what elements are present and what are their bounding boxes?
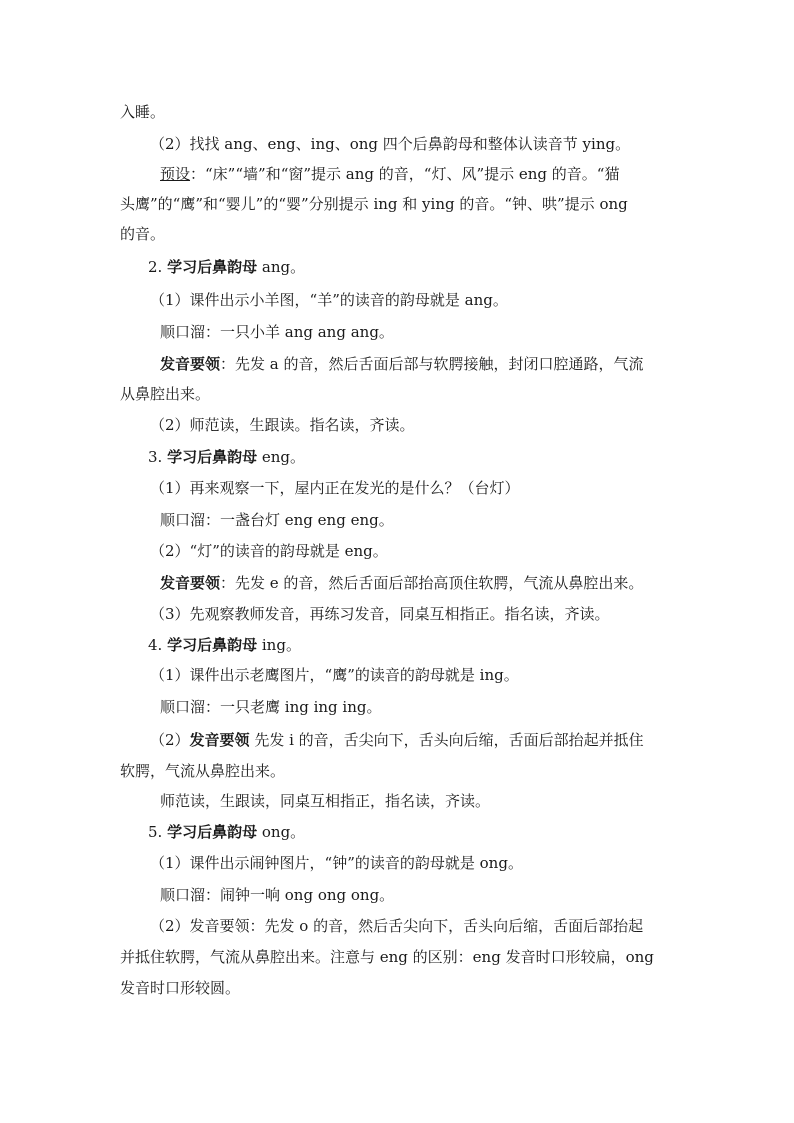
paragraph-line: 顺口溜：一盏台灯 eng eng eng。 xyxy=(160,511,394,529)
paragraph-line: （3）先观察教师发音，再练习发音，同桌互相指正。指名读，齐读。 xyxy=(150,605,610,623)
paragraph-line: （1）课件出示小羊图，“羊”的读音的韵母就是 ang。 xyxy=(150,291,508,309)
text-span: ong。 xyxy=(257,823,306,841)
preset-label: 预设 xyxy=(160,165,191,183)
paragraph-line xyxy=(150,730,644,750)
paragraph-line: （1）再来观察一下，屋内正在发光的是什么？（台灯） xyxy=(150,479,520,497)
text-span: ：“床”“墙”和“窗”提示 ang 的音，“灯、风”提示 eng 的音。“猫 xyxy=(190,165,620,183)
paragraph-line xyxy=(160,164,619,184)
paragraph-line: （2）“灯”的读音的韵母就是 eng。 xyxy=(150,542,388,560)
section-number: 5. xyxy=(148,823,163,841)
paragraph-line: （2）发音要领：先发 o 的音，然后舌尖向下，舌头向后缩，舌面后部抬起 xyxy=(150,917,644,935)
section-title: 学习后鼻韵母 xyxy=(167,636,258,654)
text-span: ang。 xyxy=(257,258,306,276)
section-title: 学习后鼻韵母 xyxy=(167,448,258,466)
text-span: ：先发 a 的音，然后舌面后部与软腭接触，封闭口腔通路，气流 xyxy=(220,355,644,373)
paragraph-line xyxy=(160,573,643,593)
section-number: 4. xyxy=(148,636,163,654)
key-label: 发音要领 xyxy=(189,731,250,749)
paragraph-line: 从鼻腔出来。 xyxy=(120,385,211,403)
section-heading xyxy=(148,822,305,842)
paragraph-line: 师范读，生跟读，同桌互相指正，指名读，齐读。 xyxy=(160,792,491,810)
paragraph-line: （2）师范读，生跟读。指名读，齐读。 xyxy=(150,416,415,434)
paragraph-line: （1）课件出示老鹰图片，“鹰”的读音的韵母就是 ing。 xyxy=(150,666,519,684)
text-span: eng。 xyxy=(257,448,306,466)
text-span: （2） xyxy=(150,731,190,749)
section-number: 2. xyxy=(148,258,163,276)
key-label: 发音要领 xyxy=(160,574,221,592)
paragraph-line: 并抵住软腭，气流从鼻腔出来。注意与 eng 的区别：eng 发音时口形较扁，ong xyxy=(120,948,654,966)
paragraph-line: 头鹰”的“鹰”和“婴儿”的“婴”分别提示 ing 和 ying 的音。“钟、哄”提示 ong xyxy=(120,195,628,213)
paragraph-line: 软腭，气流从鼻腔出来。 xyxy=(120,762,286,780)
paragraph-line: 入睡。 xyxy=(120,103,166,121)
text-span: ：先发 e 的音，然后舌面后部抬高顶住软腭，气流从鼻腔出来。 xyxy=(220,574,644,592)
paragraph-line: 顺口溜：一只小羊 ang ang ang。 xyxy=(160,323,394,341)
paragraph-line: （1）课件出示闹钟图片，“钟”的读音的韵母就是 ong。 xyxy=(150,854,523,872)
paragraph-line: 发音时口形较圆。 xyxy=(120,979,241,997)
paragraph-line: 顺口溜：一只老鹰 ing ing ing。 xyxy=(160,698,382,716)
paragraph-line: （2）找找 ang、eng、ing、ong 四个后鼻韵母和整体认读音节 ying。 xyxy=(150,135,631,153)
text-span: ing。 xyxy=(257,636,301,654)
paragraph-line: 的音。 xyxy=(120,225,166,243)
section-title: 学习后鼻韵母 xyxy=(167,258,258,276)
paragraph-line: 顺口溜：闹钟一响 ong ong ong。 xyxy=(160,886,395,904)
section-number: 3. xyxy=(148,448,163,466)
key-label: 发音要领 xyxy=(160,355,221,373)
section-title: 学习后鼻韵母 xyxy=(167,823,258,841)
section-heading xyxy=(148,447,305,467)
section-heading xyxy=(148,635,301,655)
section-heading xyxy=(148,257,305,277)
paragraph-line xyxy=(160,354,644,374)
text-span: 先发 i 的音，舌尖向下，舌头向后缩，舌面后部抬起并抵住 xyxy=(249,731,644,749)
